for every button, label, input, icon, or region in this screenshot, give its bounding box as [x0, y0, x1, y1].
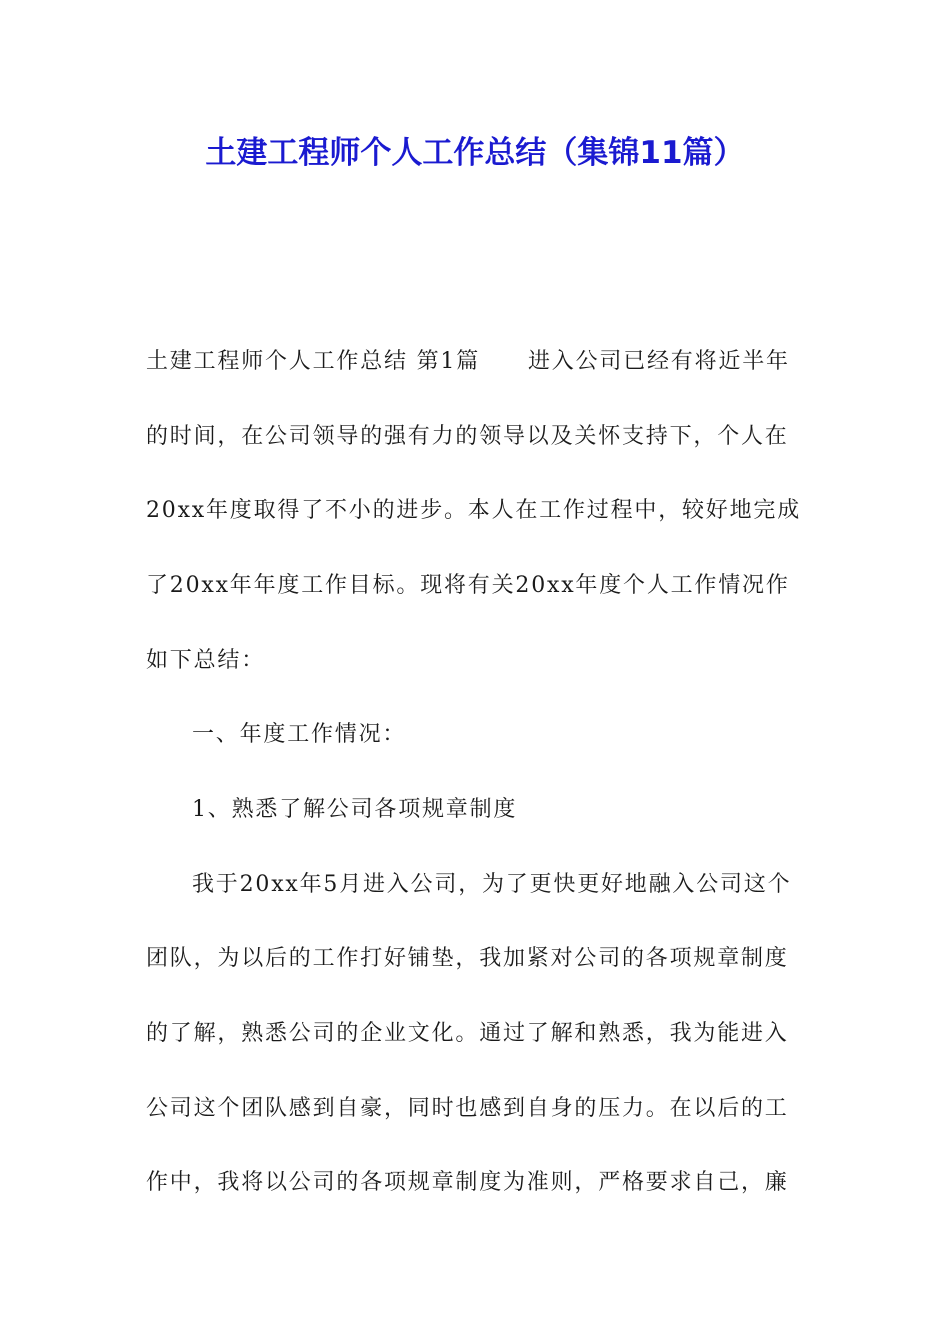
subsection-heading: 1、熟悉了解公司各项规章制度 [192, 797, 518, 822]
paragraph-line: 作中，我将以公司的各项规章制度为准则，严格要求自己，廉 [146, 1170, 789, 1195]
paragraph-start: 进入公司已经有将近半年 [528, 349, 790, 374]
paragraph-line: 20xx年度取得了不小的进步。本人在工作过程中，较好地完成 [146, 498, 802, 523]
section-heading: 一、年度工作情况： [192, 722, 407, 747]
paragraph-line: 的了解，熟悉公司的企业文化。通过了解和熟悉，我为能进入 [146, 1021, 789, 1046]
paragraph-line: 我于20xx年5月进入公司，为了更快更好地融入公司这个 [192, 872, 792, 897]
paragraph-line: 公司这个团队感到自豪，同时也感到自身的压力。在以后的工 [146, 1096, 789, 1121]
paragraph-line: 了20xx年年度工作目标。现将有关20xx年度个人工作情况作 [146, 573, 790, 598]
paragraph-line: 如下总结： [146, 648, 266, 673]
paragraph-line: 团队，为以后的工作打好铺垫，我加紧对公司的各项规章制度 [146, 946, 789, 971]
document-title: 土建工程师个人工作总结（集锦11篇） [205, 135, 745, 171]
paragraph-line [146, 343, 806, 381]
section-heading-inline: 土建工程师个人工作总结 第1篇 [146, 349, 480, 374]
paragraph-line: 的时间，在公司领导的强有力的领导以及关怀支持下，个人在 [146, 424, 789, 449]
